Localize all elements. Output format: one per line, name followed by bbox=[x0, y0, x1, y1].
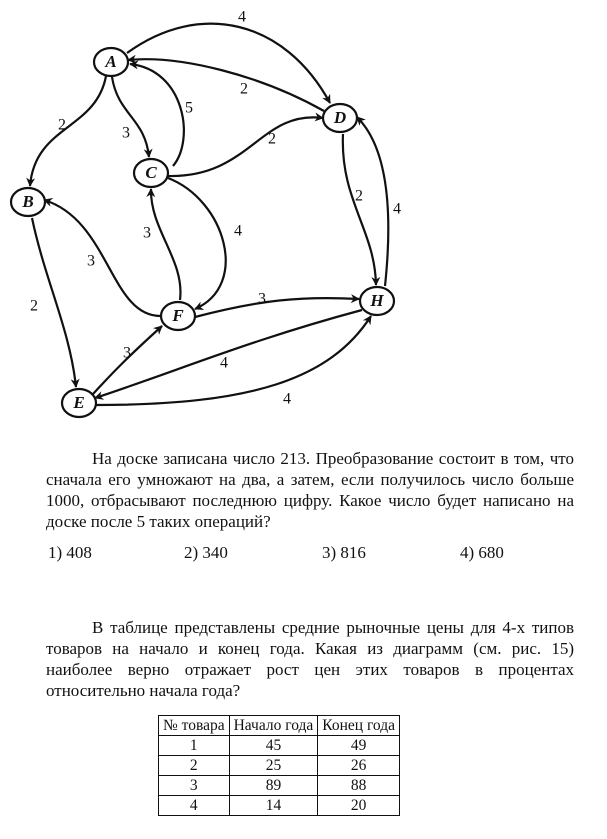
table-row bbox=[159, 796, 400, 816]
edge-weight-c-d: 2 bbox=[268, 130, 276, 148]
node-h bbox=[360, 287, 394, 315]
edge-weight-h-e: 4 bbox=[220, 354, 228, 372]
edge-a-to-c bbox=[112, 77, 149, 157]
node-e bbox=[62, 389, 96, 417]
node-label: D bbox=[333, 107, 347, 127]
node-label: A bbox=[105, 51, 117, 71]
table-cell: 4 bbox=[159, 796, 230, 816]
table-cell: 1 bbox=[159, 736, 230, 756]
price-table bbox=[158, 715, 400, 816]
edge-b-to-e bbox=[32, 218, 76, 387]
table-row bbox=[159, 736, 400, 756]
table-cell: 14 bbox=[229, 796, 318, 816]
edge-weight-f-b: 3 bbox=[87, 252, 95, 270]
table-cell: 89 bbox=[229, 776, 318, 796]
table-cell: 49 bbox=[318, 736, 400, 756]
node-label: E bbox=[73, 392, 85, 412]
table-cell: 3 bbox=[159, 776, 230, 796]
node-d bbox=[323, 104, 357, 132]
edge-weight-a-d: 4 bbox=[238, 8, 246, 26]
edge-f-to-h bbox=[195, 298, 359, 317]
answer-option-4[interactable]: 4) 680 bbox=[460, 543, 504, 562]
node-c bbox=[134, 159, 168, 187]
edge-f-to-c bbox=[151, 189, 181, 300]
edge-e-to-h bbox=[96, 316, 371, 405]
edge-c-to-a bbox=[130, 64, 184, 166]
edge-c-to-f bbox=[168, 178, 226, 309]
header-item-number: № товара bbox=[159, 716, 230, 736]
answer-option-1[interactable]: 1) 408 bbox=[48, 543, 92, 562]
table-cell: 20 bbox=[318, 796, 400, 816]
edge-d-to-a bbox=[128, 59, 324, 111]
header-start-of-year: Начало года bbox=[229, 716, 318, 736]
edge-d-to-h bbox=[343, 134, 376, 285]
edge-weight-c-f: 4 bbox=[234, 222, 242, 240]
node-b bbox=[11, 188, 45, 216]
edge-a-to-b bbox=[30, 76, 106, 186]
table-cell: 88 bbox=[318, 776, 400, 796]
table-cell: 25 bbox=[229, 756, 318, 776]
edge-weight-e-h: 4 bbox=[283, 390, 291, 408]
table-row bbox=[159, 776, 400, 796]
answer-option-2[interactable]: 2) 340 bbox=[184, 543, 228, 562]
answer-option-3[interactable]: 3) 816 bbox=[322, 543, 366, 562]
edge-h-to-e bbox=[95, 310, 362, 398]
edge-weight-a-b: 2 bbox=[58, 116, 66, 134]
node-label: C bbox=[145, 162, 157, 182]
table-cell: 45 bbox=[229, 736, 318, 756]
edge-weight-d-a: 2 bbox=[240, 80, 248, 98]
edge-weight-f-c: 3 bbox=[143, 224, 151, 242]
table-cell: 26 bbox=[318, 756, 400, 776]
task1-text: На доске записана число 213. Преобразование состоит в том, что сначала его умножают на два, а затем, если получилось число больше 1000, отбрасывают последнюю цифру. Какое число будет написано на доске после 5 таких операций? bbox=[46, 449, 574, 531]
edge-weight-e-f: 3 bbox=[123, 344, 131, 362]
edge-c-to-d bbox=[168, 117, 323, 176]
table-header-row bbox=[159, 716, 400, 736]
task2-text: В таблице представлены средние рыночные цены для 4-х типов товаров на начало и конец года. Какая из диаграмм (см. рис. 15) наиболее верно отражает рост цен этих товаров в процентах относительно начала года? bbox=[46, 618, 574, 700]
node-label: B bbox=[22, 191, 34, 211]
edge-a-to-d bbox=[127, 24, 330, 103]
table-cell: 2 bbox=[159, 756, 230, 776]
table-row bbox=[159, 756, 400, 776]
node-f bbox=[161, 302, 195, 330]
edge-weight-d-h: 2 bbox=[355, 187, 363, 205]
node-label: H bbox=[370, 290, 384, 310]
header-end-of-year: Конец года bbox=[318, 716, 400, 736]
edge-weight-a-c: 3 bbox=[122, 124, 130, 142]
edge-weight-h-d: 4 bbox=[393, 200, 401, 218]
node-label: F bbox=[172, 305, 184, 325]
node-a bbox=[94, 48, 128, 76]
edge-f-to-b bbox=[44, 200, 162, 316]
edge-weight-c-a: 5 bbox=[185, 99, 193, 117]
edge-weight-b-e: 2 bbox=[30, 297, 38, 315]
edge-weight-f-h: 3 bbox=[258, 290, 266, 308]
